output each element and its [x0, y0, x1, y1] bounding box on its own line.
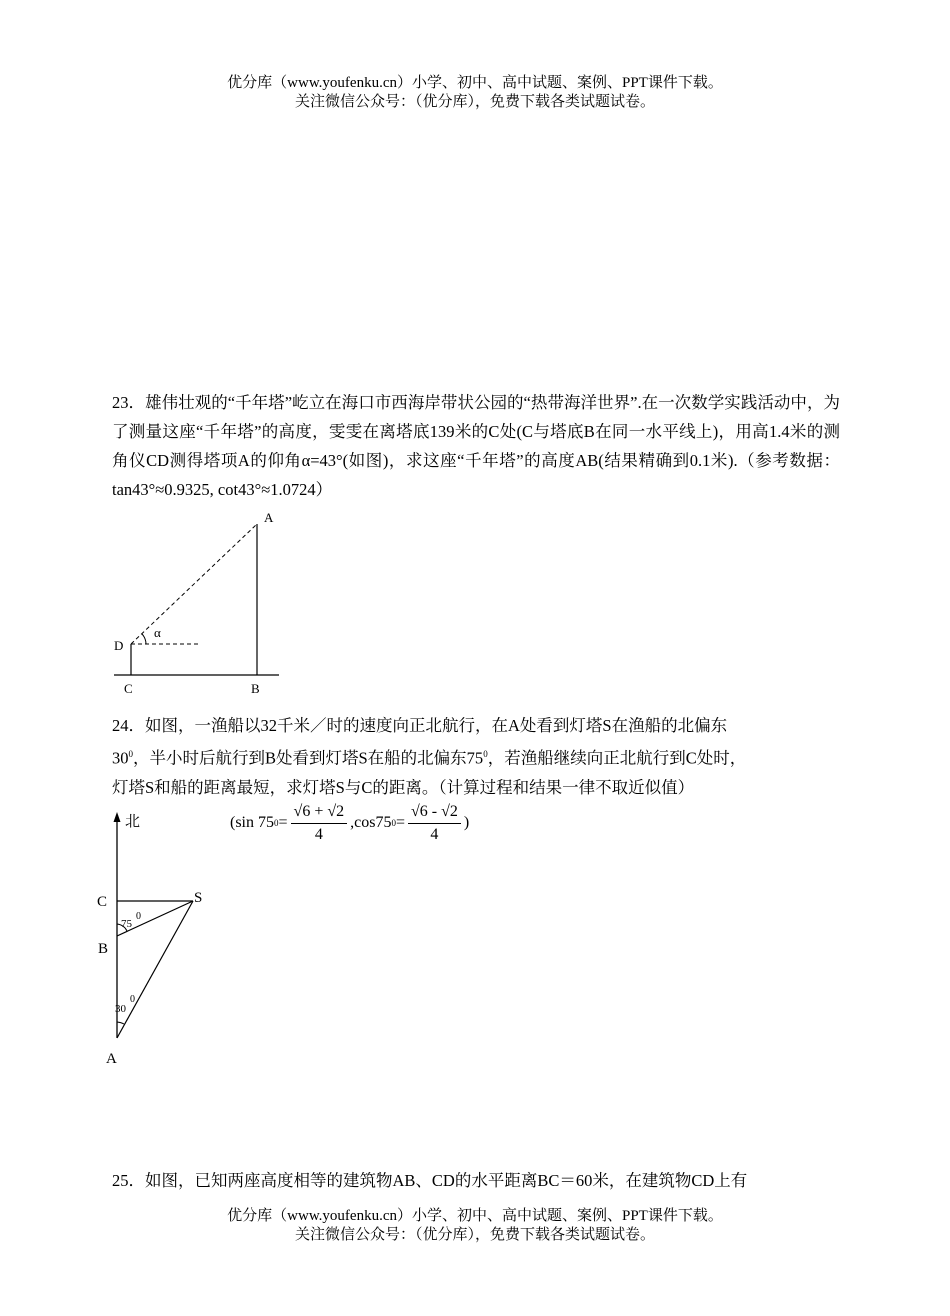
- footer-line-2: 关注微信公众号：（优分库），免费下载各类试题试卷。: [294, 1227, 655, 1243]
- question-25: 25．如图，已知两座高度相等的建筑物AB、CD的水平距离BC＝60米，在建筑物CD上有: [112, 1171, 748, 1190]
- q24-degree-1: 0: [128, 749, 133, 759]
- formula-open: (sin 75: [230, 814, 274, 831]
- trig-formula: [230, 796, 469, 850]
- alpha-arc: [142, 634, 146, 644]
- question-24: [112, 711, 840, 802]
- page-header: [0, 74, 950, 112]
- header-line-2: 关注微信公众号：（优分库），免费下载各类试题试卷。: [294, 94, 655, 110]
- q24-line-2: [112, 740, 840, 773]
- label-c: C: [97, 894, 108, 910]
- sight-line-da: [131, 524, 257, 644]
- formula-degree-2: 0: [391, 818, 396, 828]
- label-d: D: [114, 638, 124, 653]
- footer-line-1: 优分库（www.youfenku.cn）小学、初中、高中试题、案例、PPT课件下载。: [227, 1208, 723, 1224]
- fraction-sin-numerator: √6 + √2: [291, 801, 348, 824]
- q24-degree-2: 0: [483, 749, 488, 759]
- q24-angle-30: 30: [112, 748, 129, 768]
- angle-label-30-degree: 0: [130, 994, 135, 1005]
- label-b: B: [251, 681, 260, 696]
- q24-line-2-end: ，若渔船继续向正北航行到C处时，: [487, 748, 747, 768]
- label-alpha: α: [154, 625, 161, 640]
- label-b: B: [98, 941, 109, 957]
- angle-arc-30: [117, 1022, 124, 1024]
- formula-close: ): [463, 814, 470, 831]
- label-s: S: [194, 890, 203, 906]
- label-c: C: [124, 681, 133, 696]
- label-a: A: [106, 1051, 117, 1067]
- q24-line-2-mid: ，半小时后航行到B处看到灯塔S在船的北偏东75: [133, 748, 484, 768]
- fraction-cos: [408, 801, 461, 846]
- page-footer: [0, 1207, 950, 1245]
- fraction-cos-denominator: 4: [430, 825, 439, 843]
- formula-mid: ,cos75: [350, 814, 392, 831]
- question-23: 23．雄伟壮观的“千年塔”屹立在海口市西海岸带状公园的“热带海洋世界”.在一次数学实践活动中，为了测量这座“千年塔”的高度，雯雯在离塔底139米的C处(C与塔底B在同一水平线上)，用高1.4米的测角仪CD测得塔项A的仰角α=43°(如图)，求这座“千年塔”的高度AB(结果精确到0.1米).（参考数据：tan43°≈0.9325, cot43°≈1.0724）: [112, 393, 840, 499]
- fraction-sin-denominator: 4: [314, 825, 323, 843]
- q24-line-1: 24．如图，一渔船以32千米／时的速度向正北航行，在A处看到灯塔S在渔船的北偏东: [112, 716, 728, 735]
- formula-degree-1: 0: [274, 818, 279, 828]
- north-arrow-icon: [114, 812, 121, 822]
- formula-eq-2: =: [395, 814, 405, 831]
- angle-label-75-degree: 0: [136, 911, 141, 922]
- angle-label-75: 75: [121, 918, 132, 930]
- q24-line-3: 灯塔S和船的距离最短，求灯塔S与C的距离。（计算过程和结果一律不取近似值）: [112, 777, 695, 797]
- label-a: A: [264, 510, 274, 525]
- formula-eq-1: =: [278, 814, 288, 831]
- header-line-1: 优分库（www.youfenku.cn）小学、初中、高中试题、案例、PPT课件下载。: [227, 75, 723, 91]
- figure-q24: [90, 806, 240, 1081]
- angle-label-30: 30: [115, 1003, 126, 1015]
- fraction-sin: [291, 801, 348, 846]
- figure-q23: [104, 504, 284, 705]
- label-north: 北: [125, 814, 141, 830]
- fraction-cos-numerator: √6 - √2: [408, 801, 461, 824]
